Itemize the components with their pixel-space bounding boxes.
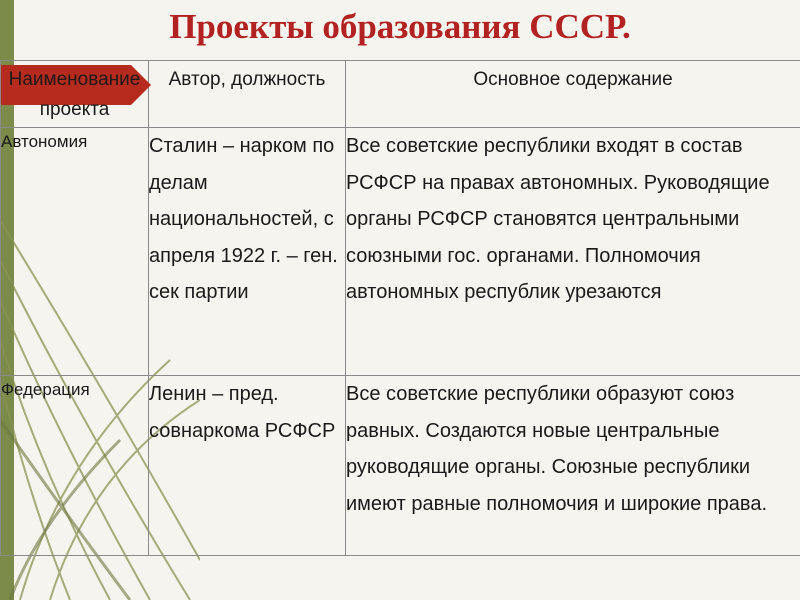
project-name-cell: Федерация <box>1 376 149 556</box>
project-author-cell: Сталин – нарком по делам национальностей, с апреля 1922 г. – ген. сек партии <box>149 128 346 376</box>
header-content: Основное содержание <box>346 61 800 128</box>
slide-title: Проекты образования СССР. <box>169 7 631 46</box>
header-name-label: Наименование проекта <box>8 69 141 120</box>
project-name-cell: Автономия <box>1 128 149 376</box>
table-header-row <box>1 61 800 128</box>
project-content-cell: Все советские республики образуют союз равных. Создаются новые центральные руководящие органы. Союзные республики имеют равные полномочия и широкие права. <box>346 376 800 556</box>
header-author: Автор, должность <box>149 61 346 128</box>
table-row <box>1 376 800 556</box>
project-content-cell: Все советские республики входят в состав РСФСР на правах автономных. Руководящие органы РСФСР становятся центральными союзными гос. органами. Полномочия автономных республик урезаются <box>346 128 800 376</box>
project-author-cell: Ленин – пред. совнаркома РСФСР <box>149 376 346 556</box>
table-row <box>1 128 800 376</box>
projects-table <box>0 60 800 556</box>
header-name <box>1 61 149 128</box>
